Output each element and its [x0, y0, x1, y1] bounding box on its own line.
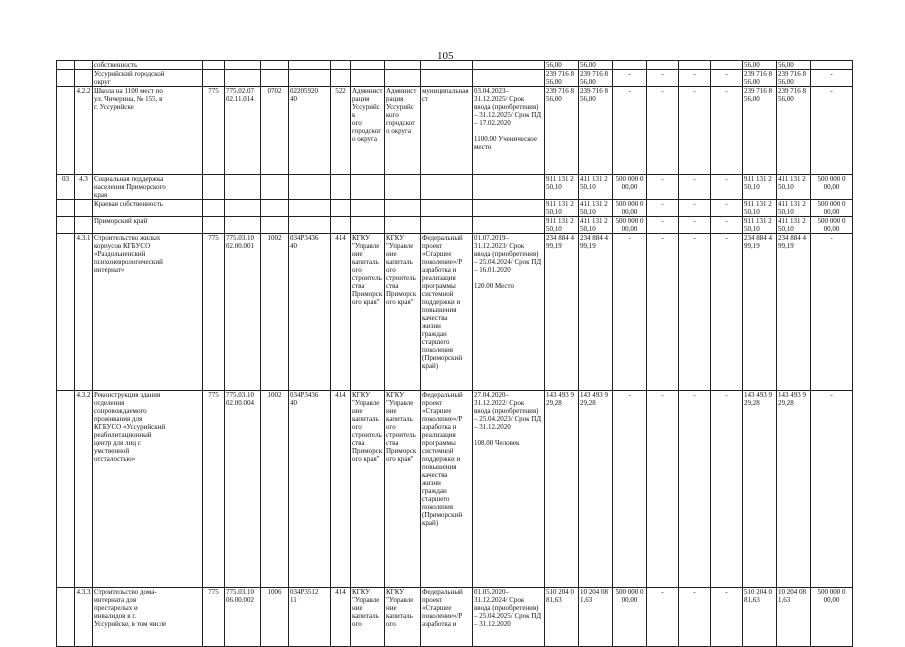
table-cell: 143 493 9 29,28 — [545, 391, 579, 588]
table-cell — [57, 588, 75, 647]
table-cell — [351, 200, 385, 217]
table-cell — [289, 61, 331, 70]
table-cell: Реконструкция здания отделения сопровождаемого проживания для КГБУСО «Уссурийский реабилитационный центр для лиц с умственной отсталостью» — [93, 391, 203, 588]
table-cell — [647, 61, 679, 70]
table-cell — [473, 217, 545, 234]
table-cell: 239 716 8 56,00 — [579, 70, 613, 87]
table-cell: 411 131 2 50,10 — [579, 200, 613, 217]
table-cell: 500 000 0 00,00 — [811, 588, 853, 647]
table-cell — [75, 70, 93, 87]
table-cell: 500 000 0 00,00 — [613, 200, 647, 217]
table-cell: 500 000 0 00,00 — [811, 200, 853, 217]
table-cell: 911 131 2 50,10 — [743, 217, 777, 234]
table-cell: - — [711, 87, 743, 175]
table-cell — [385, 70, 421, 87]
table-cell — [711, 61, 743, 70]
table-cell: - — [711, 588, 743, 647]
table-cell: 4.3.3 — [75, 588, 93, 647]
table-cell: 27.04.2020– 31.12.2022/ Срок ввода (приобретения) – 25.04.2023/ Срок ПД – 31.12.2020 108.00 Человек — [473, 391, 545, 588]
table-cell: 411 131 2 50,10 — [579, 175, 613, 200]
table-cell: 500 000 0 00,00 — [811, 217, 853, 234]
table-cell: 1002 — [261, 234, 289, 391]
table-cell — [289, 70, 331, 87]
table-cell — [473, 70, 545, 87]
table-cell: 4.2.2 — [75, 87, 93, 175]
table-cell: 01.07.2019– 31.12.2023/ Срок ввода (приобретения) – 25.04.2024/ Срок ПД – 16.01.2020 120.00 Место — [473, 234, 545, 391]
table-cell: 56,00 — [777, 61, 811, 70]
table-cell — [473, 61, 545, 70]
table-cell: 411 131 2 50,10 — [777, 217, 811, 234]
table-cell: - — [711, 217, 743, 234]
table-cell — [811, 61, 853, 70]
table-cell — [351, 175, 385, 200]
table-cell: 500 000 0 00,00 — [811, 175, 853, 200]
table-row — [57, 87, 853, 175]
table-cell: - — [679, 200, 711, 217]
table-cell: 03 — [57, 175, 75, 200]
table-cell: КГКУ "Управле ние капиталь ого — [385, 588, 421, 647]
table-cell: - — [711, 70, 743, 87]
table-cell: - — [711, 200, 743, 217]
table-cell: - — [811, 87, 853, 175]
table-cell: 239 716 8 56,00 — [743, 70, 777, 87]
table-cell — [613, 61, 647, 70]
table-cell: 034P3436 40 — [289, 234, 331, 391]
table-cell: собственность — [93, 61, 203, 70]
table-cell: - — [679, 234, 711, 391]
table-cell — [203, 200, 225, 217]
table-cell: 775 — [203, 234, 225, 391]
table-cell: 01.05.2020– 31.12.2024/ Срок ввода (приобретения) – 25.04.2025/ Срок ПД – 31.12.2020 — [473, 588, 545, 647]
table-cell — [385, 61, 421, 70]
table-cell: 911 131 2 50,10 — [743, 175, 777, 200]
table-cell — [385, 200, 421, 217]
table-cell: 414 — [331, 588, 351, 647]
table-row — [57, 61, 853, 70]
table-cell: КГКУ "Управле ние капиталь ого — [351, 588, 385, 647]
table-cell: 411 131 2 50,10 — [579, 217, 613, 234]
table-cell: - — [679, 175, 711, 200]
table-cell: 10 204 08 1,63 — [777, 588, 811, 647]
table-cell: 034P3512 11 — [289, 588, 331, 647]
table-cell: 911 131 2 50,10 — [743, 200, 777, 217]
table-cell: Приморский край — [93, 217, 203, 234]
table-cell — [289, 217, 331, 234]
table-cell: - — [613, 391, 647, 588]
table-cell: - — [679, 70, 711, 87]
table-cell: Уссурийский городской округ — [93, 70, 203, 87]
table-cell: - — [679, 588, 711, 647]
table-cell: - — [811, 234, 853, 391]
table-cell: - — [679, 217, 711, 234]
table-cell: 775 — [203, 391, 225, 588]
table-cell: 411 131 2 50,10 — [777, 175, 811, 200]
table-cell: 143 493 9 29,28 — [579, 391, 613, 588]
table-cell: - — [811, 391, 853, 588]
table-cell: 911 131 2 50,10 — [545, 175, 579, 200]
table-cell — [75, 61, 93, 70]
table-cell: 234 884 4 99,19 — [545, 234, 579, 391]
table-row — [57, 70, 853, 87]
table-cell — [261, 200, 289, 217]
table-cell — [385, 217, 421, 234]
table-row — [57, 234, 853, 391]
table-cell — [261, 175, 289, 200]
table-cell — [331, 70, 351, 87]
table-cell — [57, 391, 75, 588]
table-row — [57, 217, 853, 234]
table-cell: 911 131 2 50,10 — [545, 217, 579, 234]
table-cell: - — [711, 234, 743, 391]
table-cell — [203, 175, 225, 200]
table-cell — [421, 200, 473, 217]
table-row — [57, 391, 853, 588]
table-cell: 775.03.10 06.00.002 — [225, 588, 261, 647]
table-cell — [385, 175, 421, 200]
table-cell — [57, 70, 75, 87]
table-cell: 4.3.2 — [75, 391, 93, 588]
table-cell: - — [679, 391, 711, 588]
table-cell: - — [647, 217, 679, 234]
table-cell — [289, 175, 331, 200]
table-cell — [225, 200, 261, 217]
table-cell — [351, 217, 385, 234]
table-cell — [75, 217, 93, 234]
table-cell — [225, 175, 261, 200]
table-cell: 239 716 8 56,00 — [579, 87, 613, 175]
table-cell: 775.02.07 02.11.014 — [225, 87, 261, 175]
table-cell: 234 884 4 99,19 — [777, 234, 811, 391]
table-cell — [331, 61, 351, 70]
table-cell: Админист рация Уссурийск ого городског о округа — [351, 87, 385, 175]
table-cell — [679, 61, 711, 70]
table-cell: - — [711, 175, 743, 200]
table-cell — [57, 61, 75, 70]
table-cell: - — [679, 87, 711, 175]
table-cell: 500 000 0 00,00 — [613, 588, 647, 647]
table-cell: 414 — [331, 391, 351, 588]
table-cell — [261, 217, 289, 234]
table-cell: - — [647, 70, 679, 87]
table-cell — [351, 70, 385, 87]
table-cell: 1006 — [261, 588, 289, 647]
table-cell — [203, 217, 225, 234]
table-cell: 234 884 4 99,19 — [579, 234, 613, 391]
table-cell: Школа на 1100 мест по ул. Чичерина, № 155, в г. Уссурийске — [93, 87, 203, 175]
table-cell — [261, 70, 289, 87]
page-number: 105 — [437, 50, 454, 62]
table-cell — [203, 70, 225, 87]
table-cell — [331, 175, 351, 200]
table-cell: 4.3 — [75, 175, 93, 200]
table-cell: Краевая собственность — [93, 200, 203, 217]
table-cell: 239 716 8 56,00 — [545, 87, 579, 175]
table-cell: - — [711, 391, 743, 588]
table-cell — [331, 217, 351, 234]
table-cell — [421, 70, 473, 87]
table-cell — [57, 200, 75, 217]
table-cell: Админист рация Уссурийс кого городског о округа — [385, 87, 421, 175]
table-cell: 02205920 40 — [289, 87, 331, 175]
table-cell — [421, 61, 473, 70]
table-cell: Федеральный проект «Старшее поколение»/Р азработка и реализация программы системной поддержки и повышения качества жизни граждан старшего поколения (Приморский край) — [421, 391, 473, 588]
table-cell: КГКУ "Управле ние капиталь ого строитель ства Приморск ого края" — [385, 234, 421, 391]
table-cell — [225, 61, 261, 70]
table-cell: - — [647, 391, 679, 588]
table-cell: КГКУ "Управле ние капиталь ого строитель ства Приморск ого края" — [385, 391, 421, 588]
table-cell: Федеральный проект «Старшее поколение»/Р азработка и реализация программы системной поддержки и повышения качества жизни граждан старшего поколения (Приморский край) — [421, 234, 473, 391]
table-cell: 56,00 — [579, 61, 613, 70]
table-cell — [57, 217, 75, 234]
table-cell: 56,00 — [743, 61, 777, 70]
table-cell: КГКУ "Управле ние капиталь ого строитель ства Приморск ого края" — [351, 234, 385, 391]
table-cell — [351, 61, 385, 70]
table-cell: 510 204 0 81,63 — [743, 588, 777, 647]
table-cell — [57, 234, 75, 391]
table-cell: Федеральный проект «Старшее поколение»/Р азработка и — [421, 588, 473, 647]
table-cell: 411 131 2 50,10 — [777, 200, 811, 217]
table-row — [57, 175, 853, 200]
table-cell: - — [647, 200, 679, 217]
table-cell: 775 — [203, 87, 225, 175]
table-cell — [421, 217, 473, 234]
table-cell: 414 — [331, 234, 351, 391]
table-cell: 522 — [331, 87, 351, 175]
table-cell: 1002 — [261, 391, 289, 588]
table-cell — [203, 61, 225, 70]
table-cell: муниципальнаяст — [421, 87, 473, 175]
table-row — [57, 588, 853, 647]
table-cell — [57, 87, 75, 175]
table-cell: 0702 — [261, 87, 289, 175]
table-cell: - — [811, 70, 853, 87]
table-cell — [75, 200, 93, 217]
table-cell: 234 884 4 99,19 — [743, 234, 777, 391]
table-cell: 10 204 08 1,63 — [579, 588, 613, 647]
table-cell: Строительство дома- интерната для престарелых и инвалидов в г. Уссурийске, в том числе — [93, 588, 203, 647]
table-cell: 239 716 8 56,00 — [777, 87, 811, 175]
table-cell — [473, 175, 545, 200]
table-cell: Строительство жилых корпусов КГБУСО «Раздольненский психоневрологический интернат» — [93, 234, 203, 391]
table-cell: 510 204 0 81,63 — [545, 588, 579, 647]
table-cell: Социальная поддержка населения Приморского края — [93, 175, 203, 200]
table-cell: 143 493 9 29,28 — [777, 391, 811, 588]
table-cell — [331, 200, 351, 217]
table-cell: - — [613, 87, 647, 175]
table-cell — [225, 70, 261, 87]
table-cell: 775.03.10 02.00.004 — [225, 391, 261, 588]
table-cell — [289, 200, 331, 217]
table-cell: - — [647, 234, 679, 391]
budget-table — [56, 60, 853, 647]
table-cell: КГКУ "Управле ние капиталь ого строитель ства Приморск ого края" — [351, 391, 385, 588]
table-cell: 239 716 8 56,00 — [777, 70, 811, 87]
table-cell: 775 — [203, 588, 225, 647]
table-cell — [473, 200, 545, 217]
table-cell: - — [647, 588, 679, 647]
table-cell: 4.3.1 — [75, 234, 93, 391]
table-cell: - — [613, 70, 647, 87]
table-cell: 56,00 — [545, 61, 579, 70]
table-cell: 03.04.2023– 31.12.2025/ Срок ввода (приобретения) – 31.12.2025/ Срок ПД – 17.02.2020 1100.00 Ученическое место — [473, 87, 545, 175]
table-cell — [225, 217, 261, 234]
table-cell: 500 000 0 00,00 — [613, 217, 647, 234]
table-row — [57, 200, 853, 217]
table-cell: 239 716 8 56,00 — [545, 70, 579, 87]
table-cell: 239 716 8 56,00 — [743, 87, 777, 175]
table-cell: 034P3436 40 — [289, 391, 331, 588]
table-cell: - — [613, 234, 647, 391]
table-cell: 911 131 2 50,10 — [545, 200, 579, 217]
table-cell — [261, 61, 289, 70]
table-cell: 500 000 0 00,00 — [613, 175, 647, 200]
table-cell — [421, 175, 473, 200]
table-cell: - — [647, 87, 679, 175]
table-cell: 775.03.10 02.00.001 — [225, 234, 261, 391]
table-cell: - — [647, 175, 679, 200]
table-cell: 143 493 9 29,28 — [743, 391, 777, 588]
